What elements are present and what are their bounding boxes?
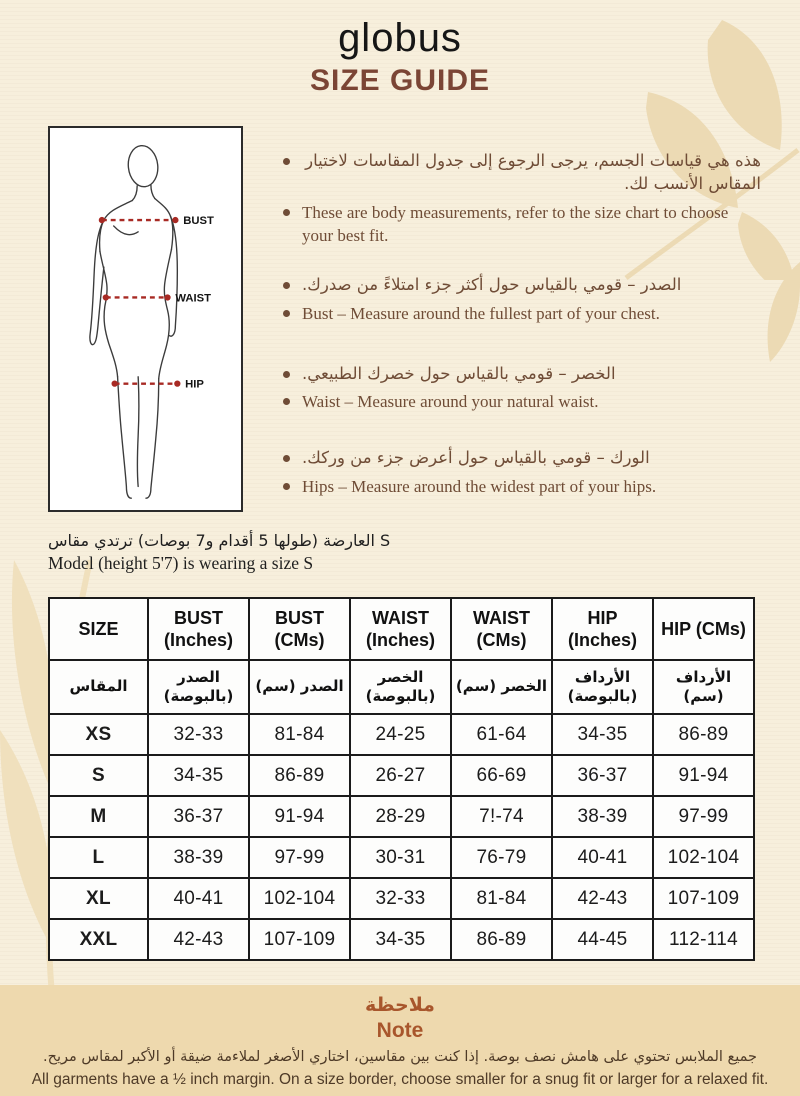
note-title-arabic: ملاحظة — [365, 994, 435, 1016]
instruction-item — [283, 274, 761, 297]
column-header: BUST (CMs) — [249, 598, 350, 660]
measurement-cell: 34-35 — [552, 714, 653, 755]
bullet-icon — [283, 158, 290, 165]
instruction-item — [283, 390, 761, 413]
hip-label: HIP — [185, 378, 204, 391]
instruction-text: الصدر – قومي بالقياس حول أكثر جزء امتلاءً من صدرك. — [302, 275, 682, 295]
instruction-list — [283, 150, 761, 498]
measurement-cell: 61-64 — [451, 714, 552, 755]
measurement-cell: 107-109 — [653, 878, 754, 919]
measurement-cell: 40-41 — [148, 878, 249, 919]
bust-label: BUST — [183, 214, 214, 227]
measurement-cell: 36-37 — [552, 755, 653, 796]
table-row — [49, 796, 754, 837]
column-header-arabic: الصدر (سم) — [249, 660, 350, 714]
hip-measure-line — [112, 381, 181, 387]
note-title-english: Note — [376, 1018, 424, 1042]
instruction-item — [283, 302, 761, 325]
measurement-cell: 102-104 — [249, 878, 350, 919]
instruction-text: Waist – Measure around your natural waist. — [302, 392, 599, 412]
measurement-cell: 38-39 — [552, 796, 653, 837]
measurement-cell: 81-84 — [451, 878, 552, 919]
instruction-item — [283, 201, 761, 248]
bust-measure-line — [99, 217, 179, 223]
measurement-cell: 34-35 — [148, 755, 249, 796]
waist-measure-line — [103, 294, 171, 300]
table-row — [49, 837, 754, 878]
size-table-body — [49, 714, 754, 960]
column-header-arabic: الخصر (بالبوصة) — [350, 660, 451, 714]
header — [0, 16, 800, 98]
bullet-icon — [283, 209, 290, 216]
column-header-arabic: الخصر (سم) — [451, 660, 552, 714]
body-figure-svg — [50, 128, 241, 510]
measurement-instructions — [283, 150, 761, 503]
measurement-cell: 66-69 — [451, 755, 552, 796]
header-row-english — [49, 598, 754, 660]
page-title: SIZE GUIDE — [309, 64, 491, 97]
measurement-cell: 112-114 — [653, 919, 754, 960]
instruction-text: Bust – Measure around the fullest part of your chest. — [302, 304, 660, 324]
waist-label: WAIST — [175, 292, 211, 305]
column-header: WAIST (CMs) — [451, 598, 552, 660]
table-row — [49, 755, 754, 796]
instruction-text: الورك – قومي بالقياس حول أعرض جزء من وركك. — [302, 447, 650, 467]
measurement-cell: 38-39 — [148, 837, 249, 878]
column-header: SIZE — [49, 598, 148, 660]
column-header-arabic: الأرداف (بالبوصة) — [552, 660, 653, 714]
bullet-icon — [283, 371, 290, 378]
column-header: WAIST (Inches) — [350, 598, 451, 660]
measurement-cell: 86-89 — [653, 714, 754, 755]
header-row-arabic — [49, 660, 754, 714]
measurement-cell: 32-33 — [350, 878, 451, 919]
column-header-arabic: الصدر (بالبوصة) — [148, 660, 249, 714]
column-header: HIP (Inches) — [552, 598, 653, 660]
bullet-icon — [283, 398, 290, 405]
instruction-text: الخصر – قومي بالقياس حول خصرك الطبيعي. — [302, 363, 616, 383]
model-note-english: Model (height 5'7) is wearing a size S — [48, 553, 314, 574]
measurement-cell: 32-33 — [148, 714, 249, 755]
measurement-cell: 86-89 — [249, 755, 350, 796]
measurement-cell: 42-43 — [148, 919, 249, 960]
instruction-item — [283, 447, 761, 470]
size-chart-table — [48, 597, 755, 961]
size-label-cell: M — [49, 796, 148, 837]
measurement-cell: 30-31 — [350, 837, 451, 878]
model-note-arabic: العارضة (طولها 5 أقدام و7 بوصات) ترتدي مقاس S — [48, 531, 391, 550]
measurement-cell: 24-25 — [350, 714, 451, 755]
measurement-cell: 36-37 — [148, 796, 249, 837]
instruction-item — [283, 150, 761, 196]
measurement-cell: 107-109 — [249, 919, 350, 960]
size-label-cell: L — [49, 837, 148, 878]
instruction-item — [283, 475, 761, 498]
size-label-cell: S — [49, 755, 148, 796]
leaf-decoration-right-middle — [758, 262, 800, 372]
table-row — [49, 714, 754, 755]
measurement-cell: 97-99 — [249, 837, 350, 878]
note-body-arabic: جميع الملابس تحتوي على هامش نصف بوصة. إذا كنت بين مقاسين، اختاري الأصغر لملاءمة ضيقة أو الأكبر لمقاس مريح. — [43, 1048, 757, 1065]
column-header: HIP (CMs) — [653, 598, 754, 660]
measurement-cell: 76-79 — [451, 837, 552, 878]
instruction-text: These are body measurements, refer to the size chart to choose your best fit. — [302, 202, 729, 245]
measurement-cell: 86-89 — [451, 919, 552, 960]
instruction-text: هذه هي قياسات الجسم، يرجى الرجوع إلى جدول المقاسات لاختيار المقاس الأنسب لك. — [305, 151, 761, 193]
brand-logo: globus — [338, 16, 462, 60]
measurement-cell: 97-99 — [653, 796, 754, 837]
size-label-cell: XS — [49, 714, 148, 755]
size-chart — [48, 597, 755, 961]
note-body-english: All garments have a ½ inch margin. On a size border, choose smaller for a snug fit or larger for a relaxed fit. — [31, 1070, 769, 1088]
measurement-cell: 40-41 — [552, 837, 653, 878]
measurement-cell: 102-104 — [653, 837, 754, 878]
column-header-arabic: المقاس — [49, 660, 148, 714]
measurement-cell: 42-43 — [552, 878, 653, 919]
model-note — [48, 529, 568, 575]
note-section — [0, 985, 800, 1096]
measurement-cell: 81-84 — [249, 714, 350, 755]
table-row — [49, 878, 754, 919]
measurement-cell: 44-45 — [552, 919, 653, 960]
measurement-cell: 91-94 — [249, 796, 350, 837]
measurement-cell: 91-94 — [653, 755, 754, 796]
measurement-cell: 26-27 — [350, 755, 451, 796]
column-header: BUST (Inches) — [148, 598, 249, 660]
column-header-arabic: الأرداف (سم) — [653, 660, 754, 714]
table-row — [49, 919, 754, 960]
bullet-icon — [283, 455, 290, 462]
size-label-cell: XL — [49, 878, 148, 919]
bullet-icon — [283, 483, 290, 490]
body-outline — [90, 144, 177, 498]
bullet-icon — [283, 282, 290, 289]
instruction-text: Hips – Measure around the widest part of your hips. — [302, 476, 657, 496]
measurement-cell: 34-35 — [350, 919, 451, 960]
bullet-icon — [283, 310, 290, 317]
size-label-cell: XXL — [49, 919, 148, 960]
measurement-cell: 28-29 — [350, 796, 451, 837]
instruction-item — [283, 363, 761, 386]
measurement-cell: 7!-74 — [451, 796, 552, 837]
figure-box — [48, 126, 243, 512]
